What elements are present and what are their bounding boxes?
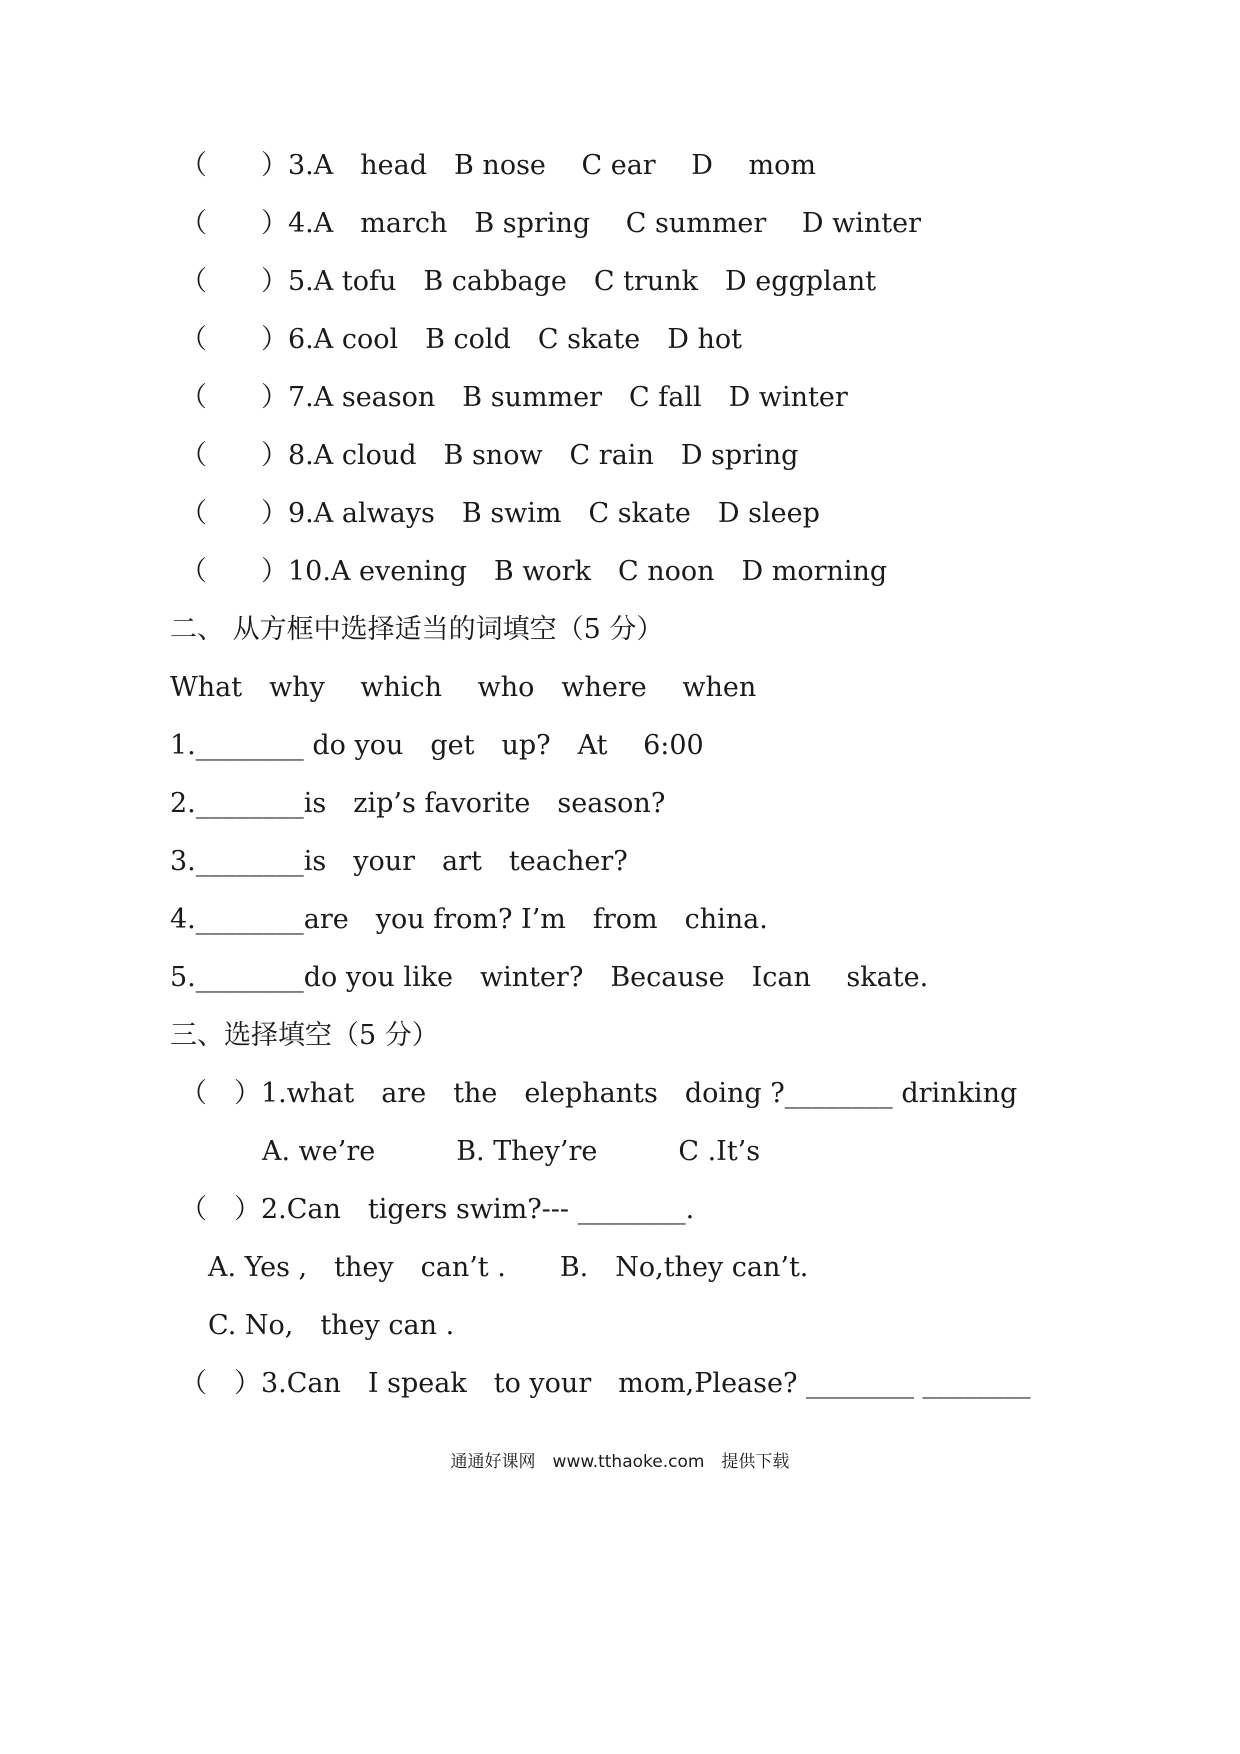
q5-choice: （ ）5.A tofu B cabbage C trunk D eggplant <box>180 266 877 297</box>
section-3-heading: 三、选择填空（5 分） <box>170 1020 439 1051</box>
fill-blank-2: 2.________is zip’s favorite season? <box>170 788 666 819</box>
q9-choice: （ ）9.A always B swim C skate D sleep <box>180 498 820 529</box>
q8-choice: （ ）8.A cloud B snow C rain D spring <box>180 440 799 471</box>
mc-question-2: （ ）2.Can tigers swim?--- ________. <box>180 1194 695 1225</box>
q3-choice: （ ）3.A head B nose C ear D mom <box>180 150 816 181</box>
fill-blank-3: 3.________is your art teacher? <box>170 846 628 877</box>
mc-question-1-options: A. we’re B. They’re C .It’s <box>262 1136 761 1167</box>
q6-choice: （ ）6.A cool B cold C skate D hot <box>180 324 742 355</box>
mc-question-1: （ ）1.what are the elephants doing ?________ drinking <box>180 1078 1018 1109</box>
page-footer: 通通好课网 www.tthaoke.com 提供下载 <box>450 1452 790 1472</box>
q7-choice: （ ）7.A season B summer C fall D winter <box>180 382 848 413</box>
fill-blank-5: 5.________do you like winter? Because Ican skate. <box>170 962 929 993</box>
q10-choice: （ ）10.A evening B work C noon D morning <box>180 556 888 587</box>
mc-question-2-options-ab: A. Yes , they can’t . B. No,they can’t. <box>208 1252 809 1283</box>
q4-choice: （ ）4.A march B spring C summer D winter <box>180 208 921 239</box>
word-box: What why which who where when <box>170 672 757 703</box>
section-2-heading: 二、 从方框中选择适当的词填空（5 分） <box>170 614 664 645</box>
mc-question-2-option-c: C. No, they can . <box>208 1310 455 1341</box>
fill-blank-1: 1.________ do you get up? At 6:00 <box>170 730 704 761</box>
mc-question-3: （ ）3.Can I speak to your mom,Please? ________ ________ <box>180 1368 1031 1399</box>
fill-blank-4: 4.________are you from? I’m from china. <box>170 904 768 935</box>
